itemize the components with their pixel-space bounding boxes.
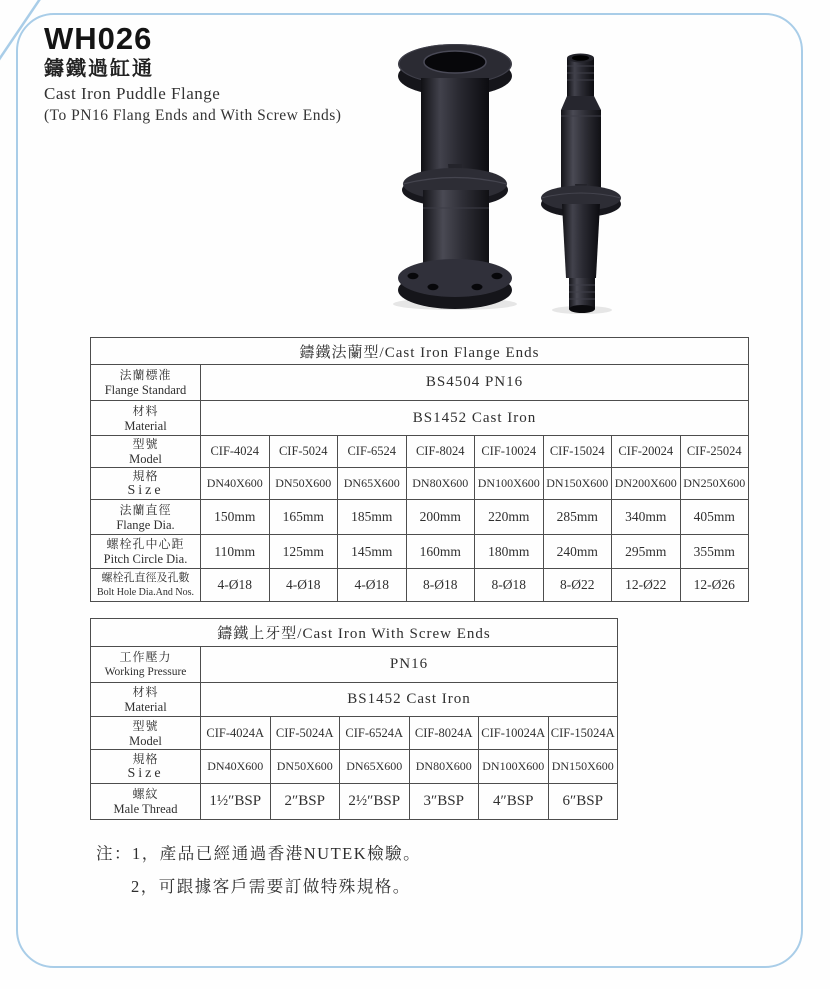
- size-cell: DN100X600: [475, 468, 544, 500]
- row-label-cn: 法蘭標准: [119, 368, 172, 382]
- pitch-circle-cell: 240mm: [543, 535, 612, 569]
- pitch-circle-cell: 125mm: [269, 535, 338, 569]
- material-value: BS1452 Cast Iron: [201, 683, 618, 717]
- row-label-flange-standard: [91, 365, 201, 401]
- row-label-en: Working Pressure: [104, 666, 187, 678]
- bolt-holes-cell: 12-Ø22: [612, 569, 681, 602]
- footnotes: [96, 842, 421, 899]
- row-label-cn: 規格: [132, 752, 159, 766]
- size-cell: DN65X600: [338, 468, 407, 500]
- size-cell: DN150X600: [543, 468, 612, 500]
- size-cell: DN80X600: [406, 468, 475, 500]
- row-label-en: Male Thread: [113, 802, 178, 816]
- model-cell: CIF-10024A: [479, 717, 549, 750]
- size-cell: DN65X600: [340, 750, 410, 784]
- row-label-en: Material: [124, 418, 167, 433]
- model-cell: CIF-5024: [269, 436, 338, 468]
- row-label-cn: 螺栓孔中心距: [106, 537, 185, 551]
- material-value: BS1452 Cast Iron: [201, 401, 749, 436]
- table-screw-ends: [90, 618, 618, 820]
- model-cell: CIF-4024: [201, 436, 270, 468]
- row-label-en: Material: [124, 700, 167, 714]
- subtitle-english: (To PN16 Flang Ends and With Screw Ends): [44, 107, 342, 124]
- bolt-holes-cell: 12-Ø26: [680, 569, 749, 602]
- table-screw-ends-title: 鑄鐵上牙型/Cast Iron With Screw Ends: [91, 619, 618, 647]
- row-label-en: Pitch Circle Dia.: [103, 552, 188, 566]
- pitch-circle-cell: 145mm: [338, 535, 407, 569]
- size-cell: DN200X600: [612, 468, 681, 500]
- row-label-en: Model: [129, 733, 162, 748]
- model-cell: CIF-20024: [612, 436, 681, 468]
- working-pressure-value: PN16: [201, 647, 618, 683]
- row-label-cn: 型號: [132, 437, 159, 451]
- row-label-en: Bolt Hole Dia.And Nos.: [97, 586, 194, 598]
- row-label-male-thread: [91, 784, 201, 820]
- row-label-size: [91, 468, 201, 500]
- pitch-circle-cell: 355mm: [680, 535, 749, 569]
- footnote-label: 注：: [96, 844, 132, 863]
- thread-cell: 2″BSP: [270, 784, 340, 820]
- bolt-holes-cell: 4-Ø18: [201, 569, 270, 602]
- table-flange-ends-title: 鑄鐵法蘭型/Cast Iron Flange Ends: [91, 338, 749, 365]
- row-label-cn: 法蘭直徑: [119, 502, 172, 517]
- title-english: Cast Iron Puddle Flange: [44, 84, 221, 103]
- size-cell: DN50X600: [270, 750, 340, 784]
- row-label-cn: 材料: [132, 685, 159, 699]
- model-cell: CIF-8024: [406, 436, 475, 468]
- flange-dia-cell: 220mm: [475, 500, 544, 535]
- row-label-size: [91, 750, 201, 784]
- flange-dia-cell: 200mm: [406, 500, 475, 535]
- flange-dia-cell: 405mm: [680, 500, 749, 535]
- model-cell: CIF-8024A: [409, 717, 479, 750]
- row-label-cn: 螺栓孔直徑及孔數: [101, 571, 190, 584]
- flange-standard-value: BS4504 PN16: [201, 365, 749, 401]
- bolt-holes-cell: 4-Ø18: [338, 569, 407, 602]
- row-label-model: [91, 717, 201, 750]
- size-cell: DN50X600: [269, 468, 338, 500]
- row-label-en: Flange Dia.: [116, 517, 175, 532]
- pitch-circle-cell: 180mm: [475, 535, 544, 569]
- size-cell: DN250X600: [680, 468, 749, 500]
- thread-cell: 2½″BSP: [340, 784, 410, 820]
- row-label-cn: 材料: [132, 403, 159, 418]
- product-photos: [378, 38, 646, 328]
- size-cell: DN80X600: [409, 750, 479, 784]
- bolt-holes-cell: 8-Ø18: [406, 569, 475, 602]
- size-cell: DN100X600: [479, 750, 549, 784]
- row-label-material: [91, 401, 201, 436]
- row-label-cn: 型號: [132, 718, 159, 733]
- row-label-en: Size: [127, 766, 164, 781]
- header: [44, 22, 341, 127]
- model-cell: CIF-4024A: [201, 717, 271, 750]
- flange-dia-cell: 165mm: [269, 500, 338, 535]
- pitch-circle-cell: 110mm: [201, 535, 270, 569]
- bolt-holes-cell: 8-Ø22: [543, 569, 612, 602]
- table-flange-ends: [90, 337, 749, 602]
- row-label-en: Flange Standard: [104, 383, 187, 397]
- pitch-circle-cell: 295mm: [612, 535, 681, 569]
- row-label-pitch-circle: [91, 535, 201, 569]
- flange-dia-cell: 185mm: [338, 500, 407, 535]
- model-cell: CIF-25024: [680, 436, 749, 468]
- size-cell: DN150X600: [548, 750, 618, 784]
- row-label-material: [91, 683, 201, 717]
- thread-cell: 6″BSP: [548, 784, 618, 820]
- row-label-cn: 工作壓力: [119, 650, 172, 664]
- row-label-en: Size: [127, 483, 164, 498]
- row-label-model: [91, 436, 201, 468]
- thread-cell: 4″BSP: [479, 784, 549, 820]
- size-cell: DN40X600: [201, 750, 271, 784]
- puddle-flange-screw-ends-photo: [541, 54, 621, 315]
- thread-cell: 1½″BSP: [201, 784, 271, 820]
- size-cell: DN40X600: [201, 468, 270, 500]
- bolt-holes-cell: 8-Ø18: [475, 569, 544, 602]
- pitch-circle-cell: 160mm: [406, 535, 475, 569]
- model-cell: CIF-6524A: [340, 717, 410, 750]
- row-label-bolt-holes: [91, 569, 201, 602]
- footnote-2-text: 2，可跟據客戶需要訂做特殊規格。: [131, 877, 411, 896]
- row-label-en: Model: [129, 452, 162, 466]
- model-cell: CIF-5024A: [270, 717, 340, 750]
- flange-dia-cell: 285mm: [543, 500, 612, 535]
- row-label-working-pressure: [91, 647, 201, 683]
- thread-cell: 3″BSP: [409, 784, 479, 820]
- bolt-holes-cell: 4-Ø18: [269, 569, 338, 602]
- flange-dia-cell: 340mm: [612, 500, 681, 535]
- model-cell: CIF-15024: [543, 436, 612, 468]
- model-cell: CIF-10024: [475, 436, 544, 468]
- title-chinese: 鑄鐵過缸通: [44, 58, 154, 80]
- footnote-2: [131, 875, 421, 899]
- row-label-flange-dia: [91, 500, 201, 535]
- puddle-flange-flange-ends-photo: [393, 44, 517, 310]
- footnote-1: [96, 842, 421, 866]
- model-cell: CIF-15024A: [548, 717, 618, 750]
- flange-dia-cell: 150mm: [201, 500, 270, 535]
- row-label-cn: 螺紋: [132, 787, 159, 801]
- footnote-1-text: 1，產品已經通過香港NUTEK檢驗。: [132, 844, 422, 863]
- row-label-cn: 規格: [132, 469, 159, 483]
- model-cell: CIF-6524: [338, 436, 407, 468]
- product-code: WH026: [44, 21, 153, 56]
